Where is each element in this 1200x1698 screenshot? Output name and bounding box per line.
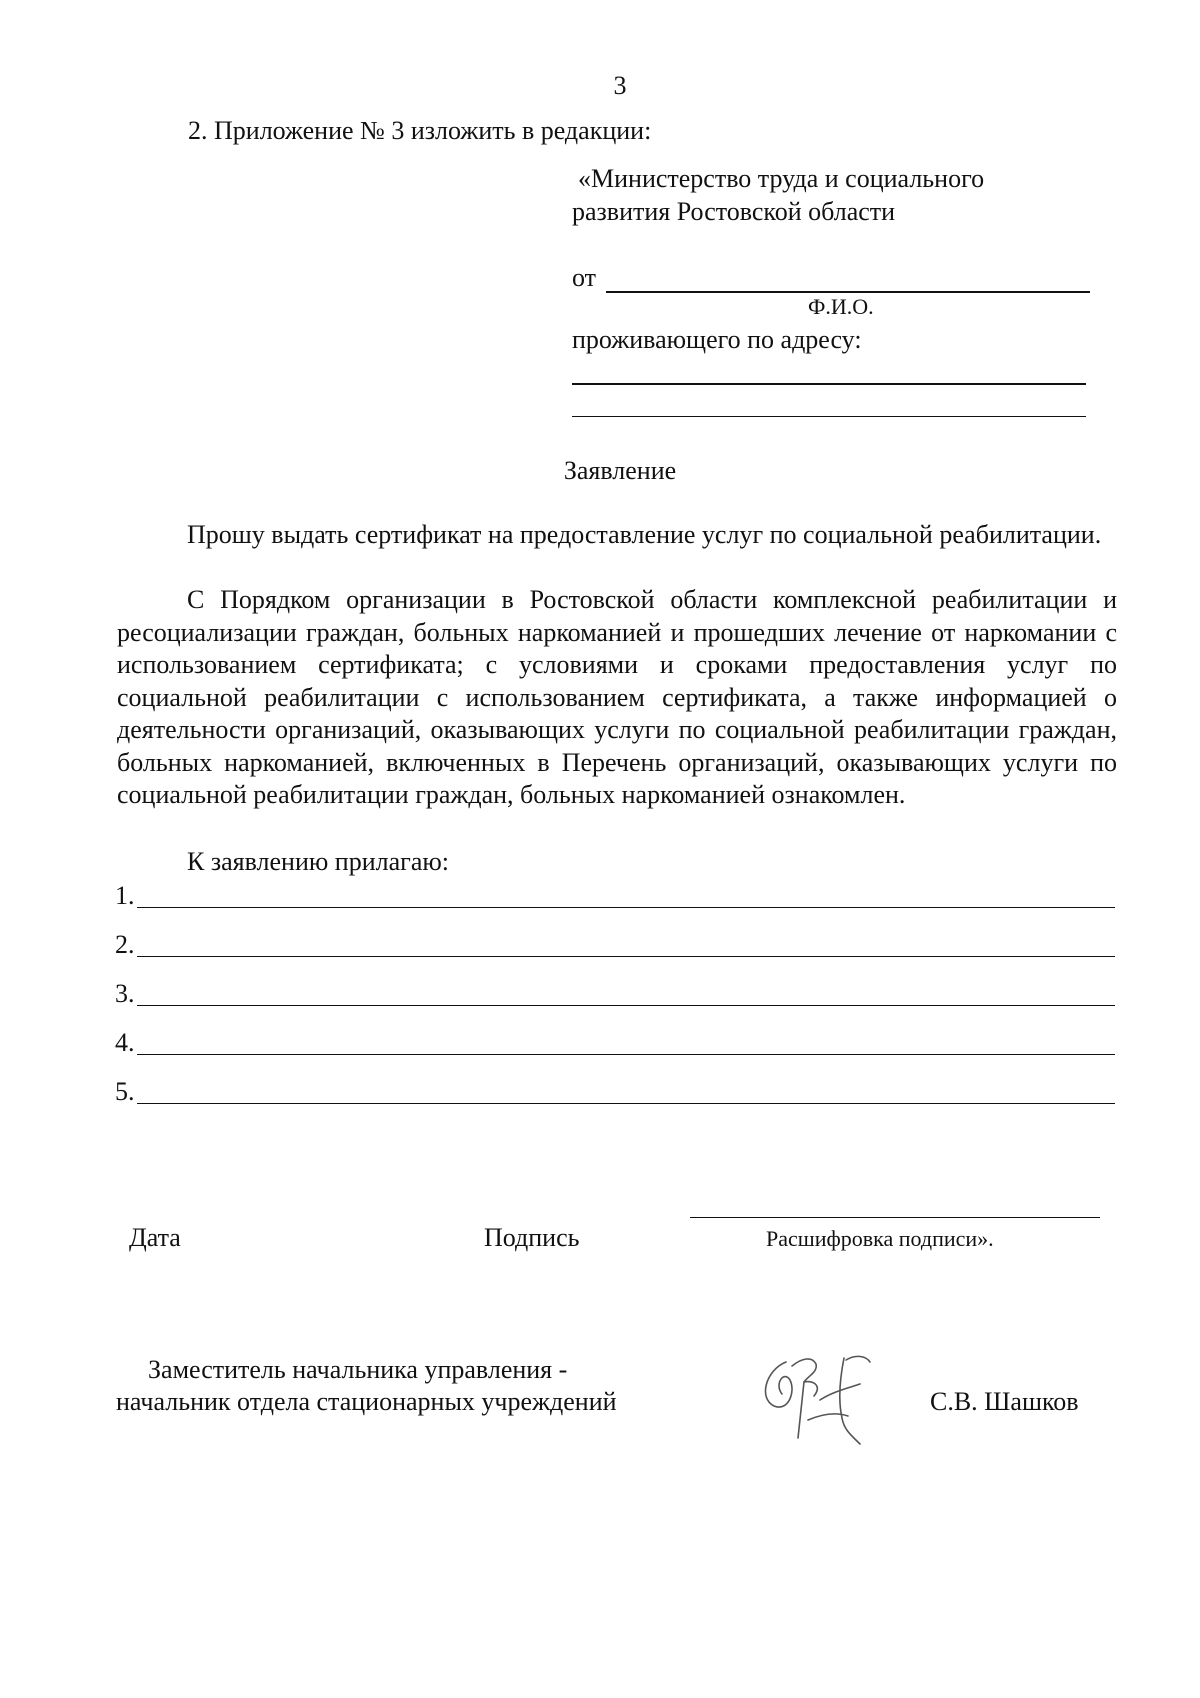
attachment-blank-line [137, 956, 1115, 957]
document-title: Заявление [563, 456, 677, 485]
attachment-item [115, 1023, 1115, 1055]
signature-decode-blank-line [690, 1217, 1100, 1218]
body-paragraph-1: Прошу выдать сертификат на предоставление услуг по социальной реабилитации. [187, 520, 1102, 549]
attachment-item [115, 1072, 1115, 1104]
fio-caption: Ф.И.О. [808, 294, 874, 319]
attachment-item [115, 876, 1115, 908]
from-label: от [572, 263, 597, 292]
address-blank-line-2 [572, 416, 1086, 417]
signatory-name: С.В. Шашков [930, 1387, 1079, 1416]
attachment-blank-line [137, 1054, 1115, 1055]
attachment-number: 5. [115, 1077, 135, 1106]
attachment-blank-line [137, 1103, 1115, 1104]
attachment-number: 2. [115, 930, 135, 959]
attachment-blank-line [137, 1005, 1115, 1006]
attachment-blank-line [137, 907, 1115, 908]
page-number: 3 [613, 71, 627, 100]
intro-line: 2. Приложение № 3 изложить в редакции: [188, 116, 652, 145]
address-blank-line-1 [572, 383, 1086, 385]
signatory-position-line-2: начальник отдела стационарных учреждений [116, 1387, 617, 1416]
attachment-item [115, 925, 1115, 957]
attachment-number: 4. [115, 1028, 135, 1057]
signatory-position-line-1: Заместитель начальника управления - [148, 1355, 568, 1384]
address-label: проживающего по адресу: [572, 325, 862, 354]
attachment-number: 3. [115, 979, 135, 1008]
addressee-line-2: развития Ростовской области [572, 197, 896, 226]
body-paragraph-2: С Порядком организации в Ростовской области комплексной реабилитации и ресоциализации граждан, больных наркоманией и прошедших лечение от наркомании с использованием сертификата; с условиями и сроками предоставления услуг по социальной реабилитации с использованием сертификата, а также информацией о деятельности организаций, оказывающих услуги по социальной реабилитации граждан, больных наркоманией, включенных в Перечень организаций, оказывающих услуги по социальной реабилитации граждан, больных наркоманией ознакомлен. [117, 585, 1117, 809]
addressee-line-1: «Министерство труда и социального [578, 164, 985, 193]
attachment-number: 1. [115, 881, 135, 910]
attachments-intro: К заявлению прилагаю: [187, 847, 450, 876]
attachment-item [115, 974, 1115, 1006]
handwritten-signature [748, 1340, 888, 1450]
signature-label: Подпись [484, 1223, 580, 1252]
signature-decode-label: Расшифровка подписи». [766, 1226, 994, 1251]
date-label: Дата [129, 1223, 181, 1252]
